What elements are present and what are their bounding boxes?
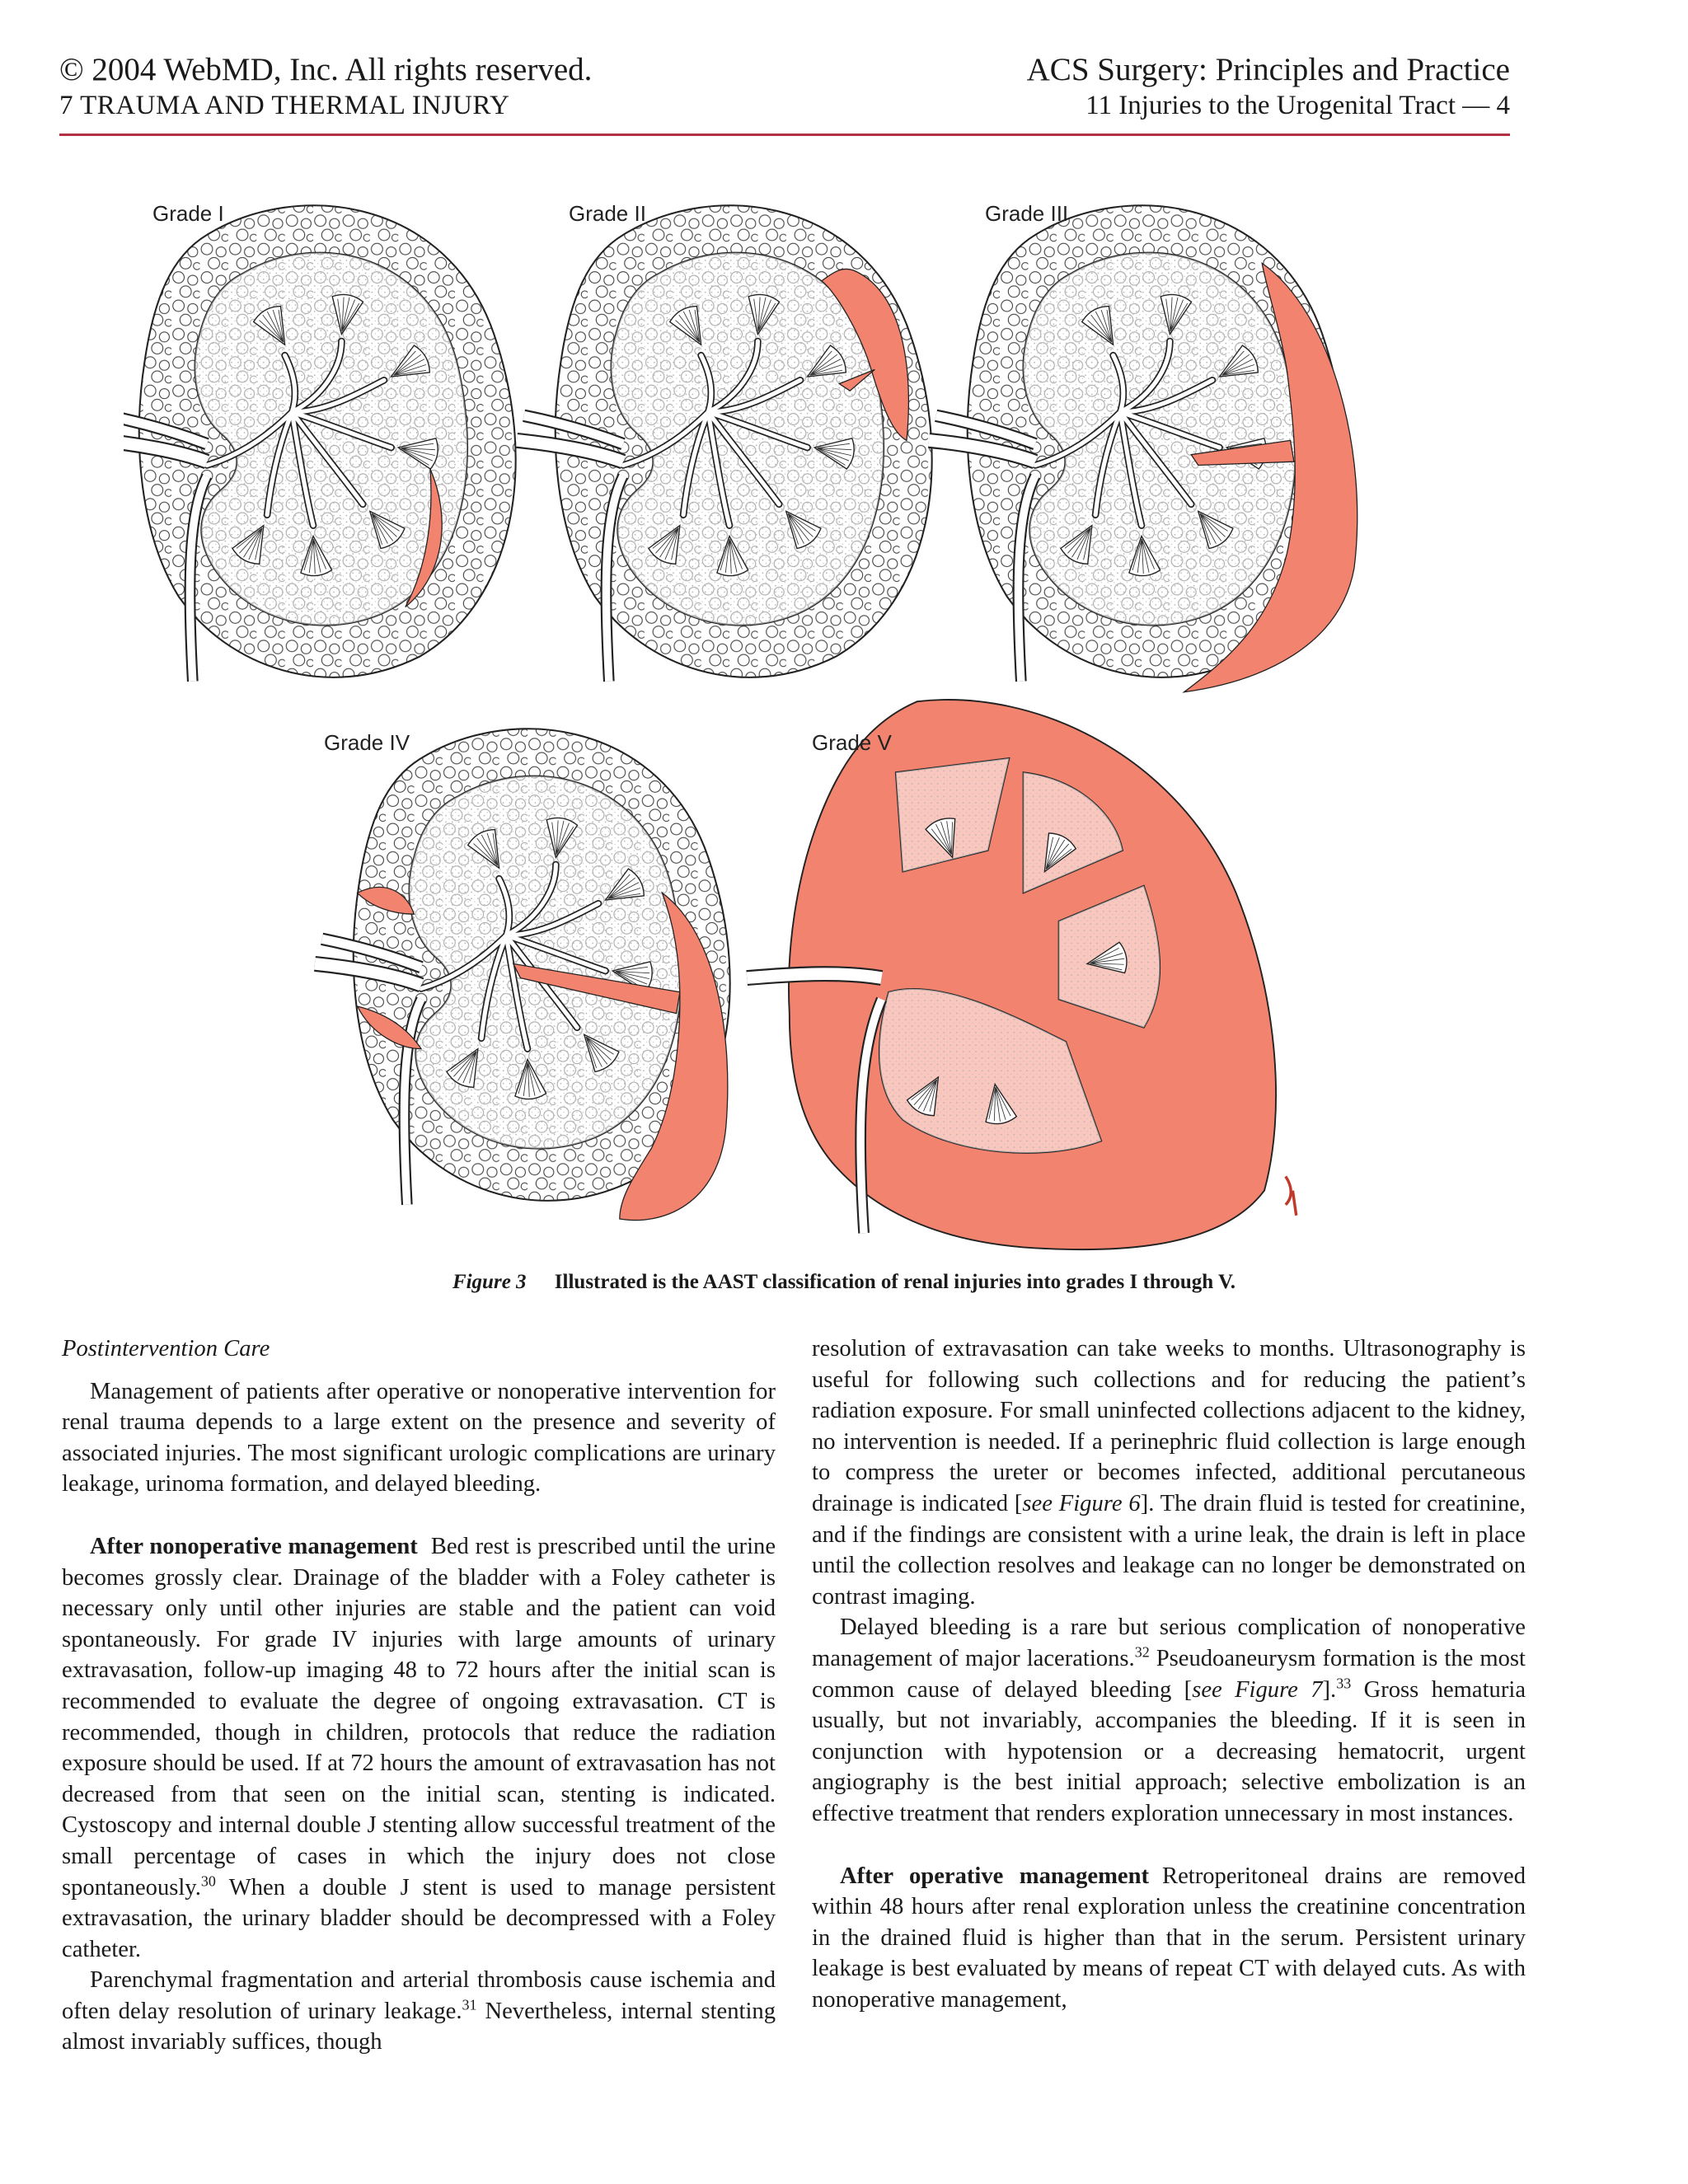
figure-label: Figure 3 (452, 1271, 527, 1293)
grade-3-label: Grade III (985, 201, 1069, 226)
kidney-grade-3 (929, 205, 1357, 691)
kidney-illustration (124, 165, 1360, 1253)
grade-5-label: Grade V (812, 730, 892, 755)
renal-injury-figure (124, 165, 1360, 1253)
kidney-grade-4 (315, 729, 730, 1220)
book-title: ACS Surgery: Principles and Practice (1026, 52, 1510, 87)
section-page: 11 Injuries to the Urogenital Tract — 4 (1085, 91, 1510, 120)
figure-reference: see Figure 7 (1192, 1676, 1323, 1703)
grade-4-label: Grade IV (324, 730, 410, 755)
reference: 31 (462, 1996, 477, 2013)
reference: 33 (1336, 1675, 1352, 1691)
paragraph: Management of patients after operative or nonoperative intervention for renal trauma depends to a large extent on the presence and severity of associated injuries. The most significant urologic complications are urinary leakage, urinoma formation, and delayed bleeding. (62, 1378, 776, 1497)
right-column (812, 1333, 1526, 2015)
reference: 30 (200, 1872, 216, 1889)
grade-2-label: Grade II (569, 201, 646, 226)
kidney-grade-1 (124, 205, 516, 681)
run-in-heading: After nonoperative management (90, 1533, 418, 1559)
copyright-line: © 2004 WebMD, Inc. All rights reserved. (59, 52, 593, 87)
paragraph: resolution of extravasation can take weeks to months. Ultrasonography is useful for following such collections and for reducing the patient’s radiation exposure. For small uninfected collections adjacent to the kidney, no intervention is needed. If a perinephric fluid collection is large enough to compress the ureter or becomes infected, additional percutaneous drainage is indicated [see Figure 6]. The drain fluid is tested for creatinine, and if the findings are consistent with a urine leak, the drain is left in place until the collection resolves and leakage can no longer be demonstrated on contrast imaging. (812, 1336, 1526, 1610)
figure-reference: see Figure 6 (1022, 1490, 1141, 1516)
reference: 32 (1134, 1643, 1150, 1661)
figure-caption (0, 1271, 1688, 1294)
section-heading: Postintervention Care (62, 1336, 270, 1361)
kidney-grade-2 (517, 205, 932, 681)
paragraph: Parenchymal fragmentation and arterial thrombosis cause ischemia and often delay resolution of urinary leakage.$^{31}$ Nevertheless, internal stenting almost invariably suffices, though (62, 1967, 776, 2055)
paragraph: After nonoperative management Bed rest is prescribed until the urine becomes grossly clear. Drainage of the bladder with a Foley catheter is necessary only until other injuries are stable and the patient can void spontaneously. For grade IV injuries with large amounts of urinary extravasation, follow-up imaging 48 to 72 hours after the initial scan is recommended to evaluate the degree of ongoing extravasation. CT is recommended, though in children, protocols that reduce the radiation exposure should be used. If at 72 hours the amount of extravasation has not decreased from that seen on the initial scan, stenting is indicated. Cystoscopy and internal double J stenting allow successful treatment of the small percentage of cases in which the injury does not close spontaneously.$^{30}$ When a double J stent is used to manage persistent extravasation, the urinary bladder should be decompressed with a Foley catheter. (62, 1533, 776, 1962)
left-column (62, 1333, 776, 2058)
chapter-title: 7 TRAUMA AND THERMAL INJURY (59, 91, 510, 120)
header-rule (59, 134, 1510, 136)
paragraph: After operative management Retroperitoneal drains are removed within 48 hours after renal exploration unless the creatinine concentration in the drained fluid is higher than that in the serum. Persistent urinary leakage is best evaluated by means of repeat CT with delayed cuts. As with nonoperative management, (812, 1863, 1526, 2013)
run-in-heading: After operative management (840, 1863, 1150, 1889)
kidney-grade-5 (747, 700, 1296, 1249)
figure-caption-text: Illustrated is the AAST classification of renal injuries into grades I through V. (554, 1271, 1236, 1293)
grade-1-label: Grade I (152, 201, 224, 226)
paragraph: Delayed bleeding is a rare but serious complication of nonoperative management of major lacerations.$^{32}$ Pseudoaneurysm formation is the most common cause of delayed bleeding [see Figure 7].$^{33}$ Gross hematuria usually, but not invariably, accompanies the bleeding. If it is seen in conjunction with hypotension or a decreasing hematocrit, urgent angiography is the best initial approach; selective embolization is an effective treatment that renders exploration unnecessary in most instances. (812, 1615, 1526, 1826)
